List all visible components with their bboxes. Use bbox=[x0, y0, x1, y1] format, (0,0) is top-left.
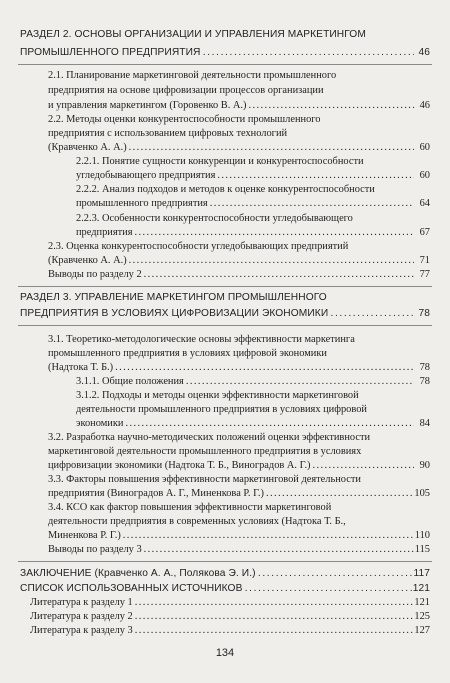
page-ref: 84 bbox=[419, 418, 430, 429]
toc-entry-3-1-1 bbox=[0, 376, 450, 388]
toc-entry-3-1-line2 bbox=[0, 348, 450, 360]
divider bbox=[18, 64, 432, 65]
toc-section2-heading-line2 bbox=[0, 47, 450, 59]
toc-text: 2.2.1. Понятие сущности конкуренции и конкурентоспособности bbox=[76, 156, 364, 167]
page-ref: 90 bbox=[419, 460, 430, 471]
toc-entry-2-2-line3 bbox=[0, 142, 450, 154]
divider bbox=[18, 561, 432, 562]
toc-text: предприятия (Виноградов А. Г., Миненкова Р. Г.) . . . bbox=[48, 488, 414, 500]
page-ref: 78 bbox=[419, 362, 430, 373]
toc-entry-3-2-line2 bbox=[0, 446, 450, 458]
page-ref: 46 bbox=[419, 100, 430, 111]
toc-literature-1 bbox=[0, 597, 450, 609]
page-number: 134 bbox=[215, 647, 235, 659]
toc-entry-3-1 bbox=[0, 334, 450, 346]
toc-section2-conclusions bbox=[0, 269, 450, 281]
toc-entry-3-4-line2 bbox=[0, 516, 450, 528]
page-ref: 60 bbox=[419, 170, 430, 181]
toc-text: РАЗДЕЛ 3. УПРАВЛЕНИЕ МАРКЕТИНГОМ ПРОМЫШЛЕННОГО bbox=[20, 292, 327, 303]
page-ref: 60 bbox=[419, 142, 430, 153]
toc-text: ПРОМЫШЛЕННОГО ПРЕДПРИЯТИЯ . . . bbox=[20, 47, 414, 59]
toc-text: 2.2.2. Анализ подходов и методов к оценке конкурентоспособности bbox=[76, 184, 375, 195]
toc-text: (Кравченко А. А.) . . . bbox=[48, 142, 414, 154]
page-ref: 125 bbox=[414, 611, 430, 622]
toc-text: экономики . . . bbox=[76, 418, 414, 430]
page-ref: 117 bbox=[413, 568, 430, 579]
page-ref: 67 bbox=[419, 227, 430, 238]
toc-text: 3.2. Разработка научно-методических положений оценки эффективности bbox=[48, 432, 371, 443]
toc-text: предприятия с использованием цифровых технологий bbox=[48, 128, 288, 139]
toc-entry-2-3 bbox=[0, 241, 450, 253]
toc-text: РАЗДЕЛ 2. ОСНОВЫ ОРГАНИЗАЦИИ И УПРАВЛЕНИЯ МАРКЕТИНГОМ bbox=[20, 29, 366, 40]
page-ref: 77 bbox=[419, 269, 430, 280]
toc-text: Выводы по разделу 3 . . . bbox=[48, 544, 414, 556]
toc-entry-2-2-1-line2 bbox=[0, 170, 450, 182]
toc-entry-3-2-line3 bbox=[0, 460, 450, 472]
toc-text: ПРЕДПРИЯТИЯ В УСЛОВИЯХ ЦИФРОВИЗАЦИИ ЭКОНОМИКИ . . . bbox=[20, 308, 414, 320]
toc-text: деятельности предприятия в современных условиях (Надтока Т. Б., bbox=[48, 516, 346, 527]
toc-entry-2-2-1 bbox=[0, 156, 450, 168]
toc-entry-2-2-3-line2 bbox=[0, 227, 450, 239]
toc-text: 2.2. Методы оценки конкурентоспособности промышленного bbox=[48, 114, 321, 125]
page-ref: 46 bbox=[418, 47, 430, 58]
toc-conclusion bbox=[0, 568, 450, 580]
page-ref: 127 bbox=[414, 625, 430, 636]
toc-text: 3.3. Факторы повышения эффективности маркетинговой деятельности bbox=[48, 474, 361, 485]
toc-text: Выводы по разделу 2 . . . bbox=[48, 269, 414, 281]
toc-text: 3.1.2. Подходы и методы оценки эффективности маркетинговой bbox=[76, 390, 359, 401]
toc-entry-2-2-3 bbox=[0, 213, 450, 225]
divider bbox=[18, 286, 432, 287]
toc-entry-2-2-2-line2 bbox=[0, 198, 450, 210]
toc-section2-heading bbox=[0, 29, 450, 41]
page-ref: 64 bbox=[419, 198, 430, 209]
toc-text: 2.1. Планирование маркетинговой деятельности промышленного bbox=[48, 70, 337, 81]
page-ref: 121 bbox=[412, 583, 430, 594]
toc-text: 2.3. Оценка конкурентоспособности угледобывающих предприятий bbox=[48, 241, 349, 252]
toc-text: ЗАКЛЮЧЕНИЕ (Кравченко А. А., Полякова Э. И.) . . . bbox=[20, 568, 414, 580]
toc-entry-2-2-2 bbox=[0, 184, 450, 196]
toc-text: промышленного предприятия . . . bbox=[76, 198, 414, 210]
toc-entry-3-4 bbox=[0, 502, 450, 514]
toc-text: Литература к разделу 2 . . . bbox=[30, 611, 414, 623]
toc-text: (Кравченко А. А.) . . . bbox=[48, 255, 414, 267]
toc-entry-2-1-line2 bbox=[0, 85, 450, 97]
toc-text: 2.2.3. Особенности конкурентоспособности угледобывающего bbox=[76, 213, 353, 224]
toc-literature-3 bbox=[0, 625, 450, 637]
toc-entry-3-1-2-line3 bbox=[0, 418, 450, 430]
toc-entry-2-2 bbox=[0, 114, 450, 126]
page-ref: 78 bbox=[418, 308, 430, 319]
divider bbox=[18, 325, 432, 326]
page-ref: 105 bbox=[414, 488, 430, 499]
page-ref: 71 bbox=[419, 255, 430, 266]
toc-entry-3-1-line3 bbox=[0, 362, 450, 374]
page-ref: 110 bbox=[414, 530, 430, 541]
toc-text: предприятия на основе цифровизации процессов организации bbox=[48, 85, 324, 96]
toc-text: цифровизации экономики (Надтока Т. Б., Виноградов А. Г.) . . . bbox=[48, 460, 414, 472]
page-ref: 78 bbox=[419, 376, 430, 387]
toc-text: промышленного предприятия в условиях цифровой экономики bbox=[48, 348, 327, 359]
toc-text: 3.1. Теоретико-методологические основы эффективности маркетинга bbox=[48, 334, 355, 345]
toc-entry-3-4-line3 bbox=[0, 530, 450, 542]
toc-text: 3.4. КСО как фактор повышения эффективности маркетинговой bbox=[48, 502, 332, 513]
toc-entry-3-1-2-line2 bbox=[0, 404, 450, 416]
toc-text: и управления маркетингом (Горовенко В. А.) . . . bbox=[48, 100, 414, 112]
toc-text: Литература к разделу 3 . . . bbox=[30, 625, 414, 637]
toc-text: маркетинговой деятельности промышленного предприятия в условиях bbox=[48, 446, 362, 457]
toc-text: Литература к разделу 1 . . . bbox=[30, 597, 414, 609]
page-ref: 121 bbox=[414, 597, 430, 608]
toc-entry-2-3-line2 bbox=[0, 255, 450, 267]
toc-text: (Надтока Т. Б.) . . . bbox=[48, 362, 414, 374]
toc-entry-2-1 bbox=[0, 70, 450, 82]
toc-entry-2-1-line3 bbox=[0, 100, 450, 112]
toc-text: предприятия . . . bbox=[76, 227, 414, 239]
toc-entry-3-3 bbox=[0, 474, 450, 486]
toc-section3-conclusions bbox=[0, 544, 450, 556]
toc-section3-heading bbox=[0, 292, 450, 304]
page-ref: 115 bbox=[414, 544, 430, 555]
toc-sources bbox=[0, 583, 450, 595]
toc-text: СПИСОК ИСПОЛЬЗОВАННЫХ ИСТОЧНИКОВ . . . bbox=[20, 583, 414, 595]
toc-section3-heading-line2 bbox=[0, 308, 450, 320]
toc-text: 3.1.1. Общие положения . . . bbox=[76, 376, 414, 388]
toc-text: угледобывающего предприятия . . . bbox=[76, 170, 414, 182]
toc-entry-3-2 bbox=[0, 432, 450, 444]
toc-entry-3-1-2 bbox=[0, 390, 450, 402]
toc-text: деятельности промышленного предприятия в условиях цифровой bbox=[76, 404, 367, 415]
toc-text: Миненкова Р. Г.) . . . bbox=[48, 530, 414, 542]
toc-entry-3-3-line2 bbox=[0, 488, 450, 500]
toc-entry-2-2-line2 bbox=[0, 128, 450, 140]
toc-literature-2 bbox=[0, 611, 450, 623]
